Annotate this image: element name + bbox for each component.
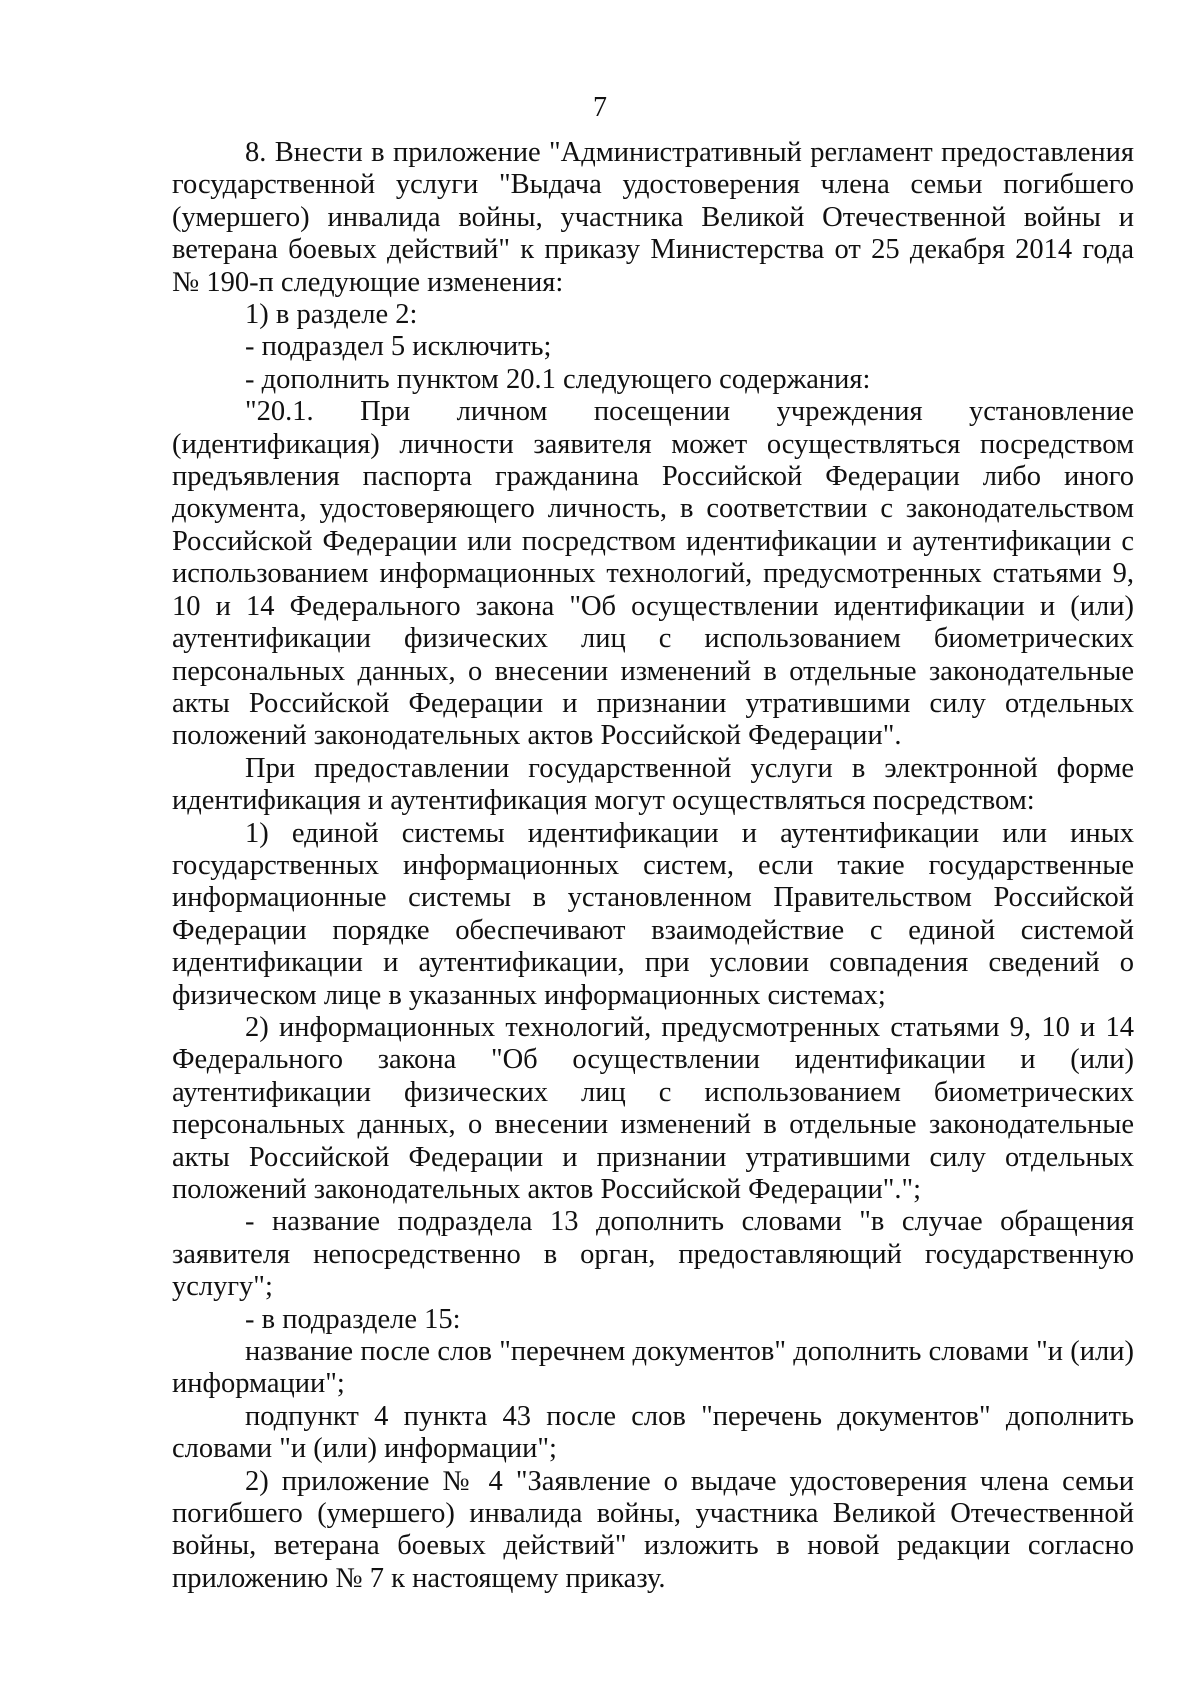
paragraph-subpoint-4-point-43: подпункт 4 пункта 43 после слов "перечень документов" дополнить словами "и (или) информации"; [172,1400,1134,1465]
paragraph-item-8-intro: 8. Внести в приложение "Административный регламент предоставления государственной услуги "Выдача удостоверения члена семьи погибшего (умершего) инвалида войны, участника Великой Отечественной войны и ветерана боевых действий" к приказу Министерства от 25 декабря 2014 года № 190-п следующие изменения: [172,137,1134,298]
paragraph-subsection-13-title: - название подраздела 13 дополнить словами "в случае обращения заявителя непосредственно в орган, предоставляющий государственную услугу"; [172,1206,1134,1303]
paragraph-information-technologies: 2) информационных технологий, предусмотренных статьями 9, 10 и 14 Федерального закона "Об осуществлении идентификации и (или) аутентификации физических лиц с использованием биометрических персональных данных, о внесении изменений в отдельные законодательные акты Российской Федерации и признании утратившими силу отдельных положений законодательных актов Российской Федерации"."; [172,1011,1134,1205]
paragraph-appendix-4: 2) приложение № 4 "Заявление о выдаче удостоверения члена семьи погибшего (умершего) инвалида войны, участника Великой Отечественной войны, ветерана боевых действий" изложить в новой редакции согласно приложению № 7 к настоящему приказу. [172,1465,1134,1594]
document-body [172,137,1134,1595]
paragraph-unified-system: 1) единой системы идентификации и аутентификации или иных государственных информационных систем, если такие государственные информационные системы в установленном Правительством Российской Федерации порядке обеспечивают взаимодействие с единой системой идентификации и аутентификации, при условии совпадения сведений о физическом лице в указанных информационных системах; [172,817,1134,1011]
paragraph-add-point-20-1: - дополнить пунктом 20.1 следующего содержания: [245,363,871,395]
paragraph-title-after-words: название после слов "перечнем документов" дополнить словами "и (или) информации"; [172,1336,1134,1400]
paragraph-point-20-1-text: "20.1. При личном посещении учреждения установление (идентификация) личности заявителя может осуществляться посредством предъявления паспорта гражданина Российской Федерации либо иного документа, удостоверяющего личность, в соответствии с законодательством Российской Федерации или посредством идентификации и аутентификации с использованием информационных технологий, предусмотренных статьями 9, 10 и 14 Федерального закона "Об осуществлении идентификации и (или) аутентификации физических лиц с использованием биометрических персональных данных, о внесении изменений в отдельные законодательные акты Российской Федерации и признании утратившими силу отдельных положений законодательных актов Российской Федерации". [172,396,1134,752]
paragraph-subsection-15: - в подразделе 15: [245,1303,461,1335]
paragraph-subsection-5-remove: - подраздел 5 исключить; [245,331,552,363]
paragraph-section-2: 1) в разделе 2: [245,299,418,331]
page-number: 7 [593,92,607,123]
paragraph-electronic-form: При предоставлении государственной услуги в электронной форме идентификация и аутентификация могут осуществляться посредством: [172,752,1134,817]
